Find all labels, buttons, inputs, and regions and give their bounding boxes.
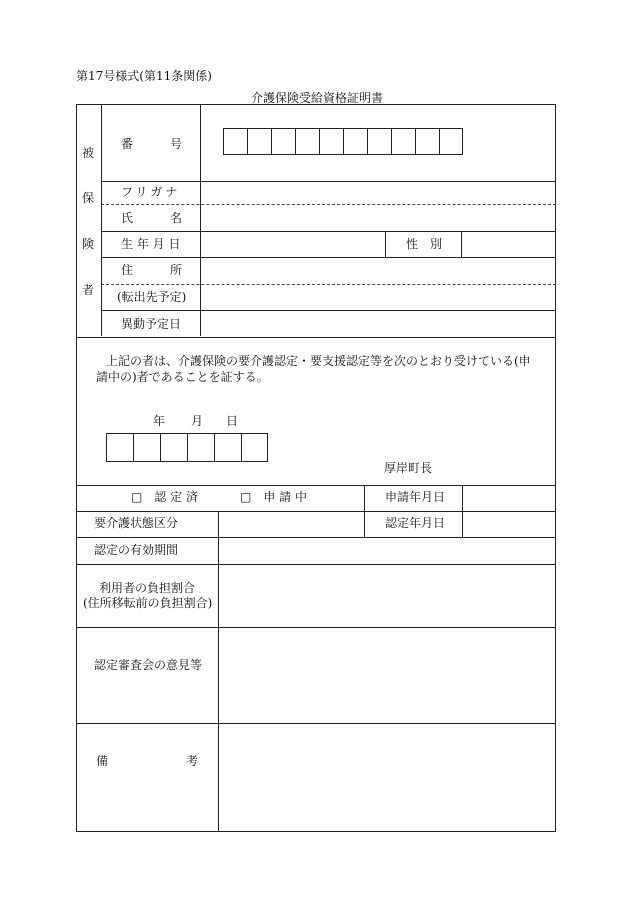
insured-side-char-3: 険	[82, 237, 95, 251]
address-label-char-1: 住	[121, 263, 134, 277]
date-digit-box[interactable]	[187, 433, 215, 462]
insured-number-digit-box[interactable]	[391, 128, 416, 155]
application-date-label: 申請年月日	[385, 490, 446, 504]
date-year-label: 年	[153, 414, 166, 428]
certification-date-boxes[interactable]	[106, 433, 268, 462]
number-label-char-2: 号	[170, 137, 183, 151]
application-date-field[interactable]	[463, 486, 555, 510]
gender-field[interactable]	[462, 232, 555, 256]
gender-label: 性 別	[406, 237, 443, 251]
address-field[interactable]	[201, 258, 555, 283]
section-divider	[76, 337, 556, 338]
insured-side-char-2: 保	[82, 191, 95, 205]
date-month-label: 月	[191, 414, 204, 428]
insured-side-divider	[101, 104, 102, 336]
address-label-char-2: 所	[170, 263, 183, 277]
move-address-field[interactable]	[201, 285, 555, 309]
issuer-name: 厚岸町長	[384, 461, 433, 475]
date-digit-box[interactable]	[214, 433, 242, 462]
insured-number-digit-box[interactable]	[343, 128, 368, 155]
care-level-label: 要介護状態区分	[94, 516, 179, 530]
burden-ratio-field[interactable]	[219, 565, 555, 626]
statement-line-2: 請中の)者であることを証する。	[96, 370, 269, 384]
applying-option[interactable]: □ 申 請 中	[240, 490, 307, 504]
form-number: 第17号様式(第11条関係)	[76, 69, 212, 83]
insured-side-char-1: 被	[82, 146, 95, 160]
insured-number-digit-box[interactable]	[415, 128, 440, 155]
statement-line-1: 上記の者は、介護保険の要介護認定・要支援認定等を次のとおり受けている(申	[106, 354, 531, 368]
insured-number-digit-box[interactable]	[319, 128, 344, 155]
move-date-field[interactable]	[201, 311, 555, 336]
number-label-char-1: 番	[121, 137, 134, 151]
move-address-label: (転出先予定)	[117, 290, 187, 304]
document-title: 介護保険受給資格証明書	[251, 91, 384, 105]
insured-number-digit-box[interactable]	[439, 128, 463, 155]
remarks-label-char-1: 備	[96, 754, 109, 768]
insured-number-digit-box[interactable]	[295, 128, 320, 155]
name-label-char-2: 名	[170, 211, 183, 225]
date-digit-box[interactable]	[241, 433, 268, 462]
insured-side-char-4: 者	[82, 283, 95, 297]
remarks-label-char-2: 考	[186, 754, 199, 768]
insured-number-boxes[interactable]	[223, 128, 463, 155]
insured-number-digit-box[interactable]	[223, 128, 248, 155]
certification-date-field[interactable]	[463, 512, 555, 536]
furigana-field[interactable]	[201, 182, 555, 203]
move-date-label: 異動予定日	[121, 317, 182, 331]
birthdate-field[interactable]	[201, 232, 384, 256]
date-digit-box[interactable]	[133, 433, 161, 462]
insured-number-digit-box[interactable]	[367, 128, 392, 155]
committee-opinion-label: 認定審査会の意見等	[94, 658, 203, 672]
date-digit-box[interactable]	[106, 433, 134, 462]
certified-option[interactable]: □ 認 定 済	[131, 490, 198, 504]
furigana-label: フリガナ	[121, 185, 181, 199]
insured-number-digit-box[interactable]	[271, 128, 296, 155]
name-field[interactable]	[201, 205, 555, 230]
birthdate-label: 生 年 月 日	[121, 237, 181, 251]
insured-number-digit-box[interactable]	[247, 128, 272, 155]
validity-period-label: 認定の有効期間	[94, 543, 179, 557]
name-label-char-1: 氏	[121, 211, 134, 225]
burden-label-line-1: 利用者の負担割合	[99, 581, 196, 595]
col-divider	[385, 231, 386, 257]
certification-date-label: 認定年月日	[385, 516, 446, 530]
care-level-field[interactable]	[219, 512, 363, 536]
committee-opinion-field[interactable]	[219, 628, 555, 722]
date-digit-box[interactable]	[160, 433, 188, 462]
remarks-field[interactable]	[219, 724, 555, 831]
burden-label-line-2: (住所移転前の負担割合)	[83, 596, 213, 610]
validity-period-field[interactable]	[219, 538, 555, 563]
date-day-label: 日	[226, 414, 239, 428]
